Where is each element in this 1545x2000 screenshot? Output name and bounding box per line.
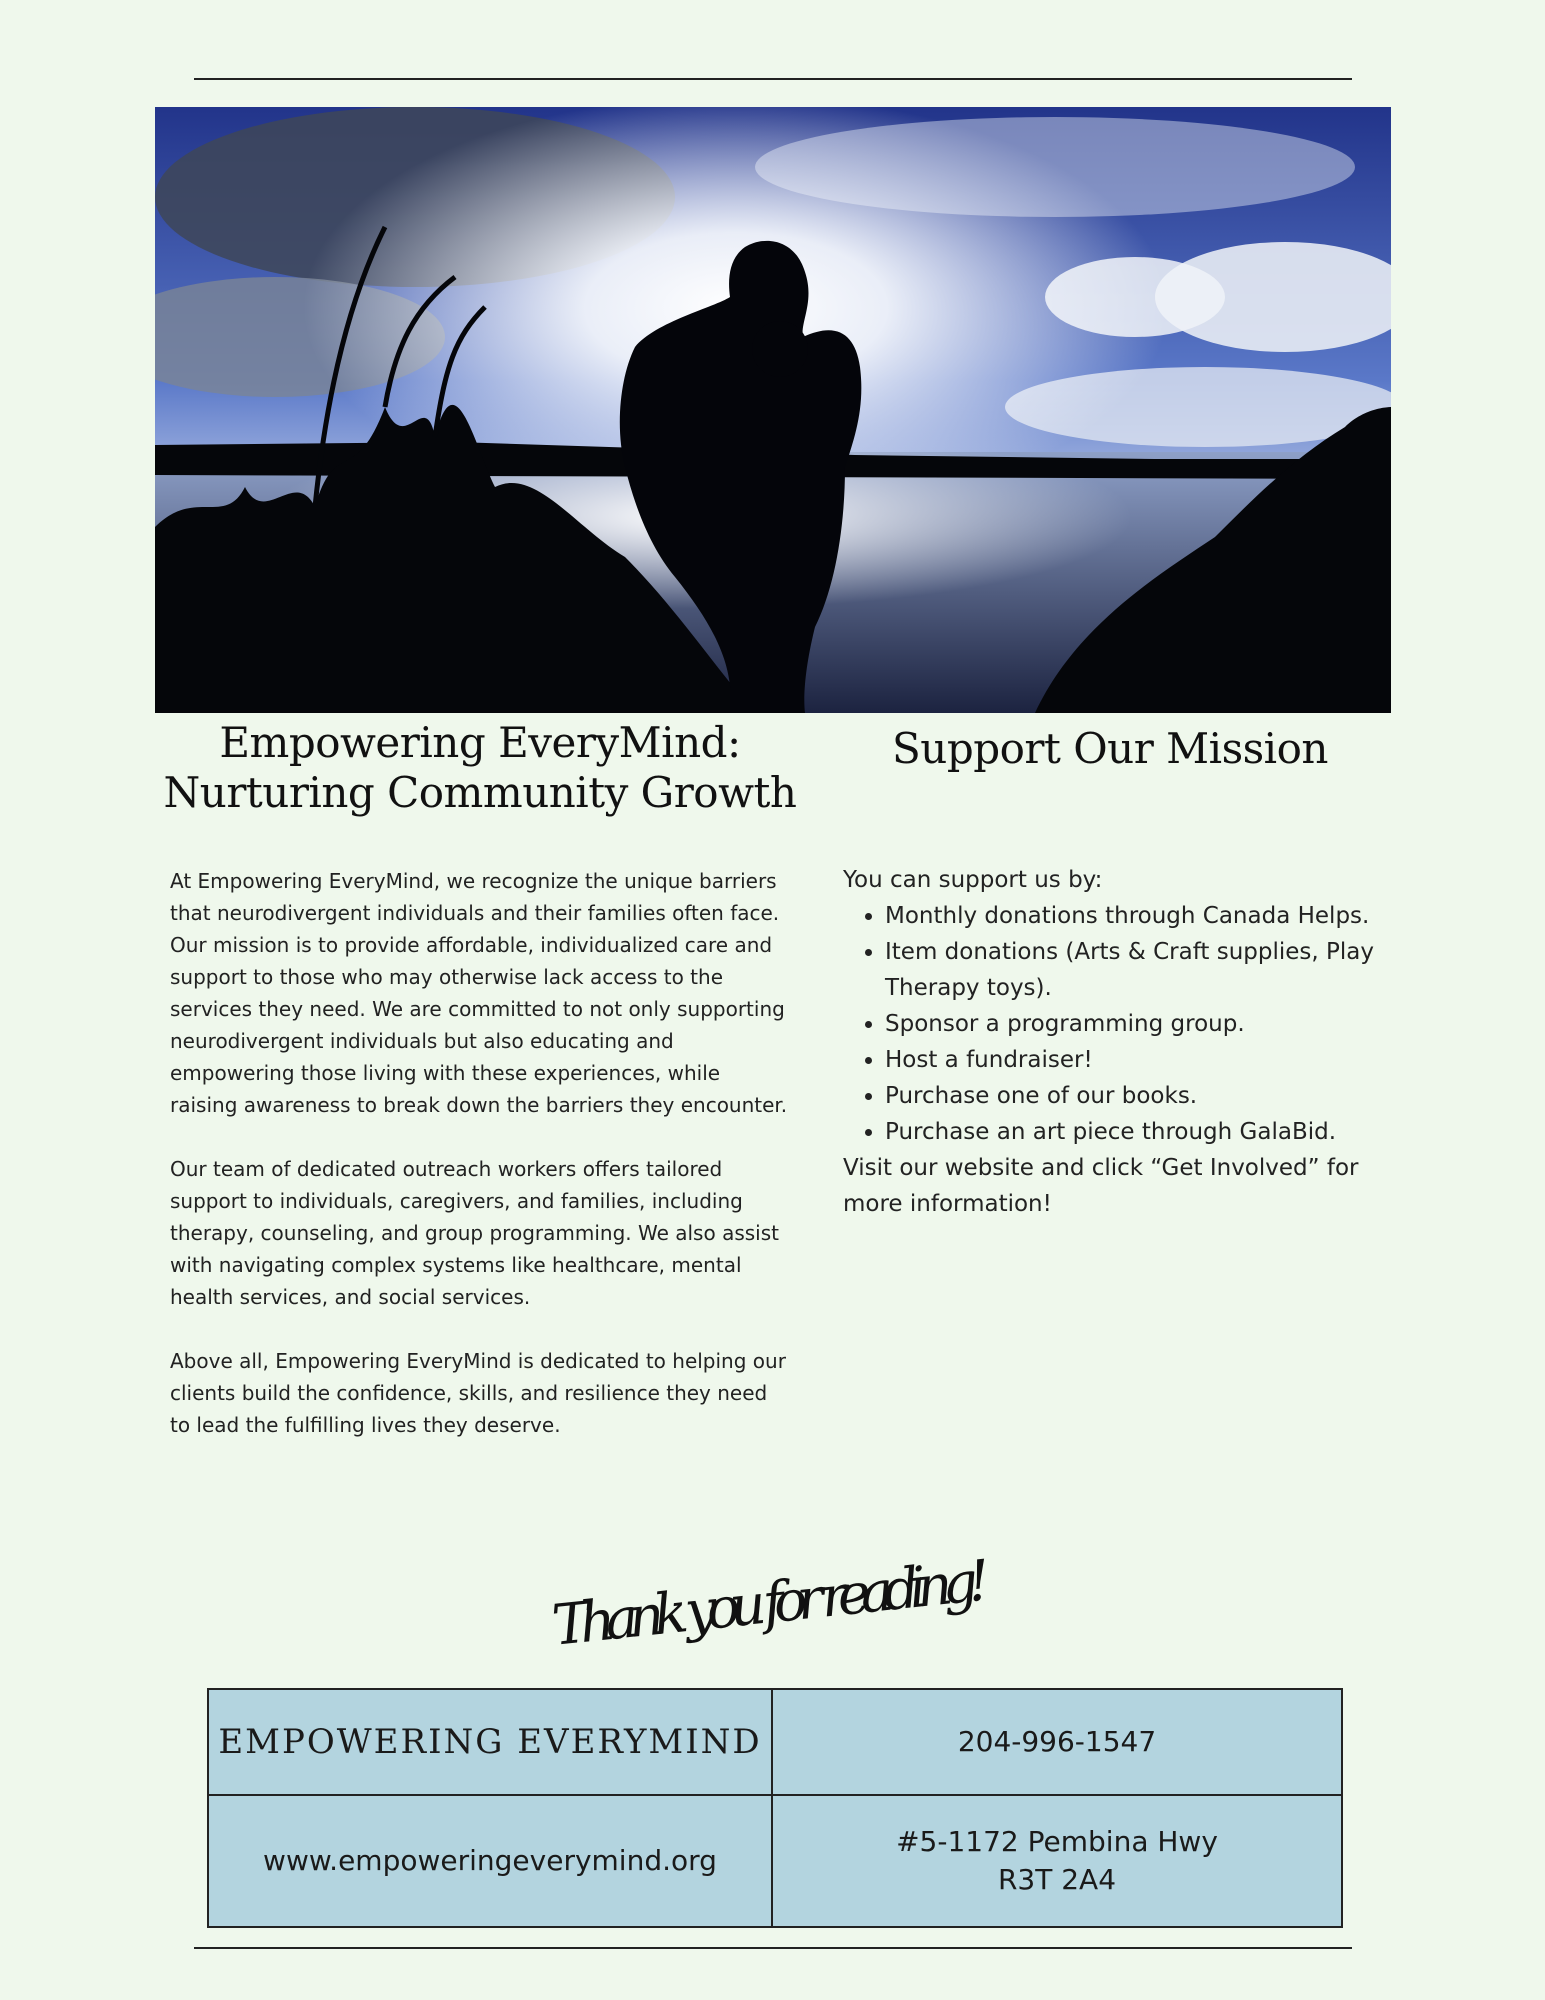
about-paragraph: Above all, Empowering EveryMind is dedicated to helping our clients build the confidence, skills, and resilience they need to lead the fulfilling lives they deserve. (170, 1349, 786, 1437)
list-item: • Host a fundraiser! (885, 1042, 1383, 1078)
support-title: Support Our Mission (892, 724, 1328, 773)
about-text (170, 865, 790, 1473)
bottom-divider (194, 1947, 1352, 1949)
mother-child-silhouette-lake-photo-icon (155, 107, 1391, 713)
thank-you-signature (520, 1540, 1025, 1670)
support-intro: You can support us by: (843, 867, 1103, 893)
thank-you-signature-graphic (520, 1540, 1025, 1670)
support-list-section (843, 862, 1383, 1222)
thank-you-text: Thank you for reading! (549, 1548, 994, 1659)
about-paragraph: Our team of dedicated outreach workers offers tailored support to individuals, caregivers, and families, including therapy, counseling, and group programming. We also assist with navigating complex systems like healthcare, mental health services, and social services. (170, 1157, 779, 1309)
main-title (160, 718, 800, 818)
main-title-line1: Empowering EveryMind: (219, 718, 741, 767)
phone-number[interactable]: 204-996-1547 (773, 1690, 1341, 1796)
main-title-line2: Nurturing Community Growth (163, 768, 797, 817)
address-line1: #5-1172 Pembina Hwy (896, 1825, 1218, 1858)
list-item: • Monthly donations through Canada Helps. (885, 898, 1383, 934)
support-list (843, 898, 1383, 1150)
list-item: • Item donations (Arts & Craft supplies, Play Therapy toys). (885, 934, 1383, 1006)
website-link[interactable]: www.empoweringeverymind.org (209, 1796, 773, 1926)
contact-table (207, 1688, 1343, 1928)
hero-photo (155, 107, 1391, 713)
list-item: • Purchase one of our books. (885, 1078, 1383, 1114)
top-divider (194, 78, 1352, 80)
list-item: • Sponsor a programming group. (885, 1006, 1383, 1042)
address (773, 1796, 1341, 1926)
about-paragraph: At Empowering EveryMind, we recognize the unique barriers that neurodivergent individuals and their families often face. Our mission is to provide affordable, individualized care and support to those who may otherwise lack access to the services they need. We are committed to not only supporting neurodivergent individuals but also educating and empowering those living with these experiences, while raising awareness to break down the barriers they encounter. (170, 869, 788, 1117)
list-item: • Purchase an art piece through GalaBid. (885, 1114, 1383, 1150)
address-line2: R3T 2A4 (997, 1863, 1117, 1896)
support-outro: Visit our website and click “Get Involved” for more information! (843, 1155, 1359, 1217)
org-name: EMPOWERING EVERYMIND (209, 1690, 773, 1796)
